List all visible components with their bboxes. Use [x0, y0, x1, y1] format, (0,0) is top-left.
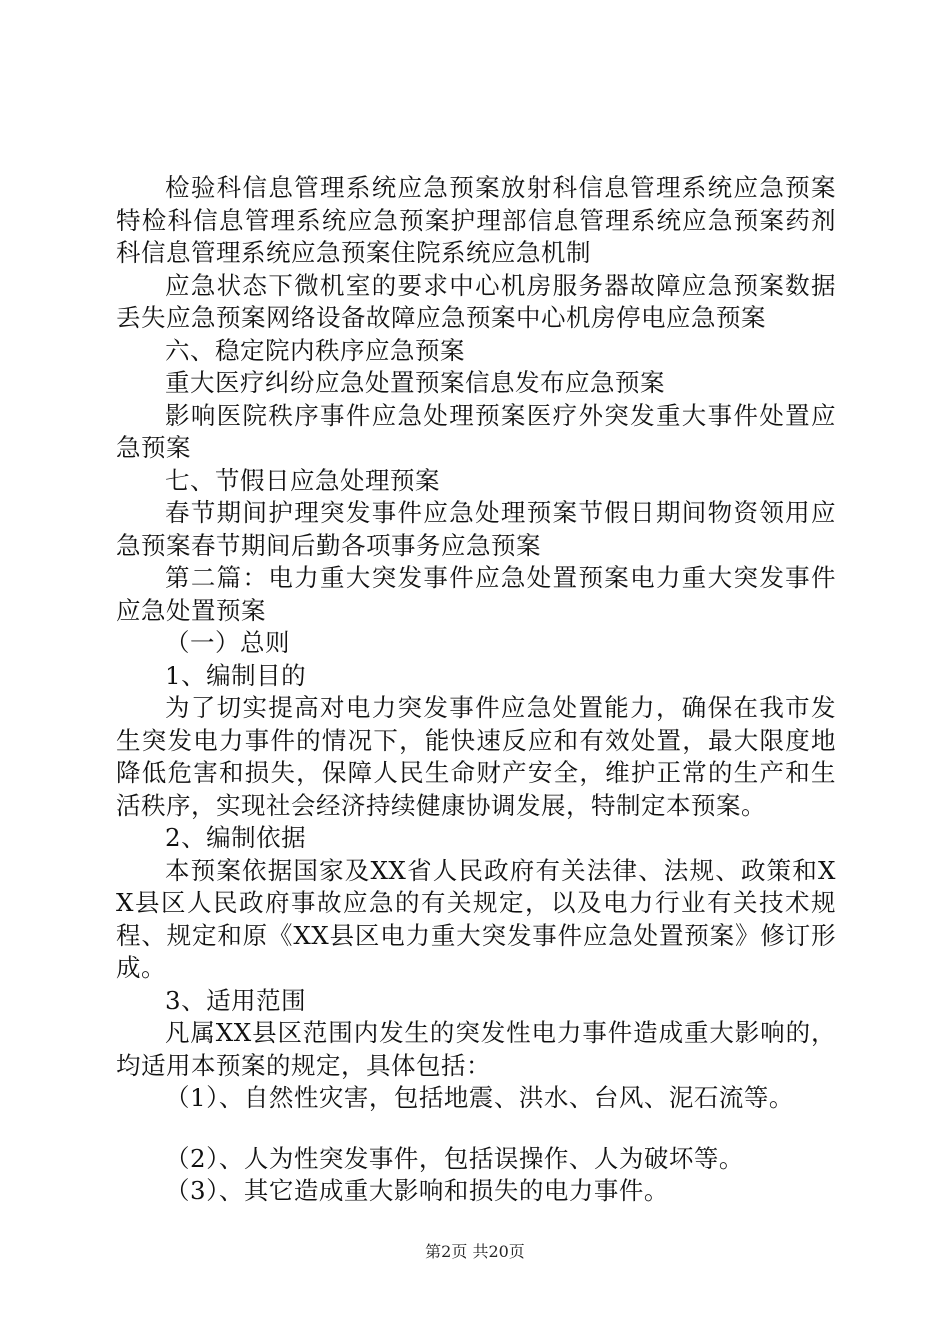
subheading-scope: 3、适用范围 [165, 985, 307, 1015]
list-item-other-incidents: （3）、其它造成重大影响和损失的电力事件。 [165, 1176, 669, 1205]
paragraph-hospital-order-plans: 影响医院秩序事件应急处理预案医疗外突发重大事件处置应急预案 [116, 400, 836, 462]
paragraph-holiday-plans: 春节期间护理突发事件应急处理预案节假日期间物资领用应急预案春节期间后勤各项事务应急预案 [116, 498, 836, 560]
subheading-basis: 2、编制依据 [165, 823, 307, 852]
paragraph-lab-system-plans: 检验科信息管理系统应急预案放射科信息管理系统应急预案特检科信息管理系统应急预案护理部信息管理系统应急预案药剂科信息管理系统应急预案住院系统应急机制 [116, 173, 836, 267]
section-heading-seven: 七、节假日应急处理预案 [165, 465, 440, 495]
chapter-heading-part-two: 第二篇：电力重大突发事件应急处置预案电力重大突发事件应急处置预案 [116, 563, 836, 625]
paragraph-scope: 凡属XX县区范围内发生的突发性电力事件造成重大影响的，均适用本预案的规定，具体包括： [116, 1018, 836, 1080]
list-item-natural-disasters: （1）、自然性灾害，包括地震、洪水、台风、泥石流等。 [165, 1083, 794, 1112]
paragraph-medical-dispute-plans: 重大医疗纠纷应急处置预案信息发布应急预案 [165, 368, 665, 397]
subheading-general-provisions: （一）总则 [165, 628, 290, 657]
paragraph-computer-room-plans: 应急状态下微机室的要求中心机房服务器故障应急预案数据丢失应急预案网络设备故障应急预案中心机房停电应急预案 [116, 270, 836, 332]
section-heading-six: 六、稳定院内秩序应急预案 [165, 335, 465, 365]
list-item-human-incidents: （2）、人为性突发事件，包括误操作、人为破坏等。 [165, 1143, 744, 1173]
subheading-purpose: 1、编制目的 [165, 660, 307, 690]
document-body [116, 172, 836, 1208]
paragraph-purpose: 为了切实提高对电力突发事件应急处置能力，确保在我市发生突发电力事件的情况下，能快速反应和有效处置，最大限度地降低危害和损失，保障人民生命财产安全，维护正常的生产和生活秩序，实现社会经济持续健康协调发展，特制定本预案。 [116, 693, 836, 820]
paragraph-basis: 本预案依据国家及XX省人民政府有关法律、法规、政策和XX县区人民政府事故应急的有关规定，以及电力行业有关技术规程、规定和原《XX县区电力重大突发事件应急处置预案》修订形成。 [116, 855, 836, 982]
page-number-footer: 第2页 共20页 [425, 1242, 525, 1261]
